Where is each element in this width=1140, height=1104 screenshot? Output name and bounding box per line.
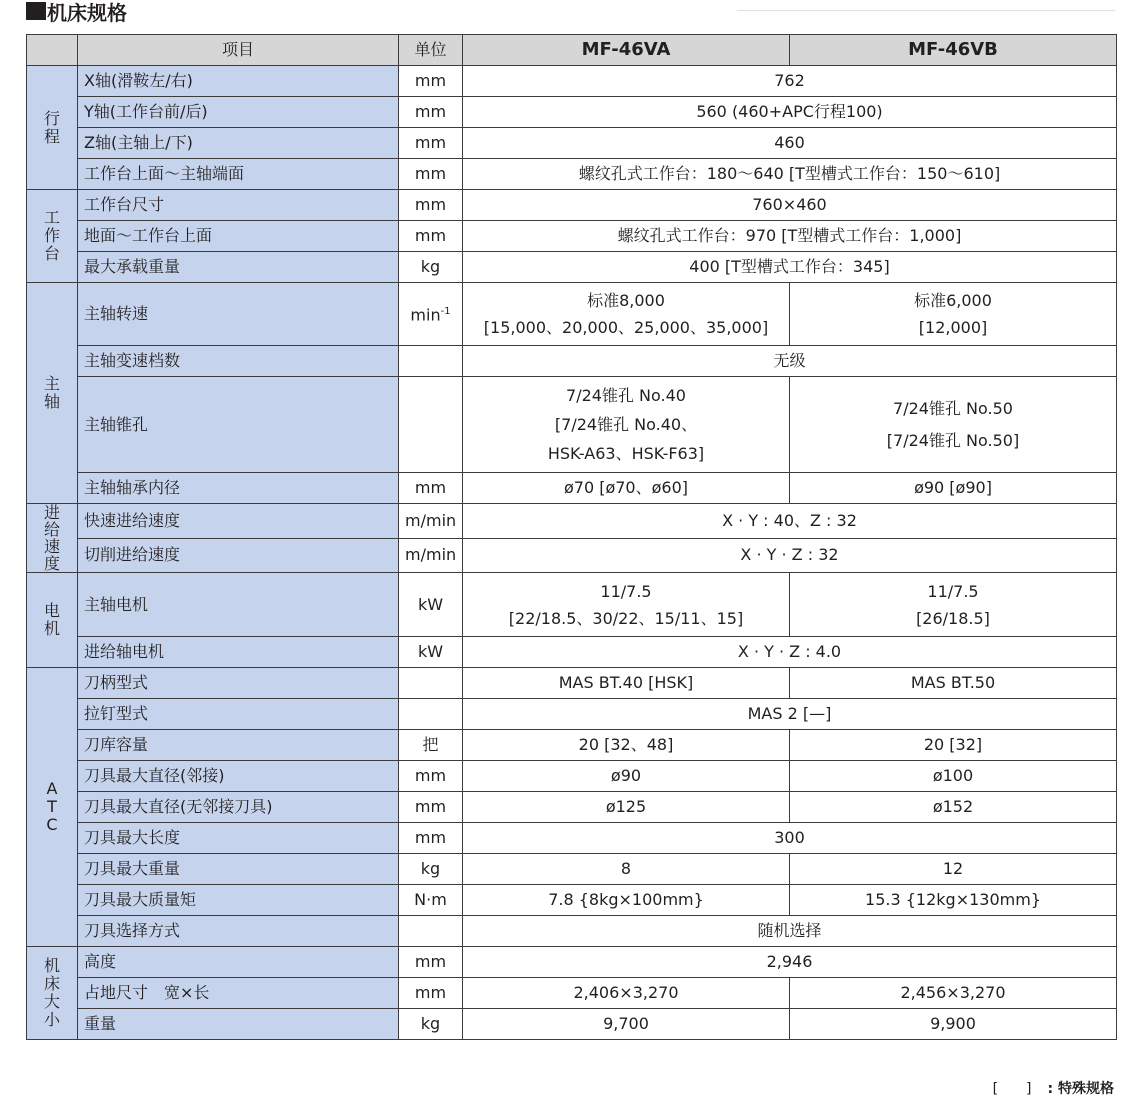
row-unit: [399, 346, 463, 377]
row-unit: mm: [399, 792, 463, 823]
row-label: 切削进给速度: [78, 538, 399, 573]
row-label: 高度: [78, 947, 399, 978]
row-unit: kg: [399, 252, 463, 283]
title-square-icon: [26, 2, 46, 20]
row-value-b: ø152: [790, 792, 1117, 823]
row-value-b: 9,900: [790, 1009, 1117, 1040]
row-label: 重量: [78, 1009, 399, 1040]
row-label: 刀具最大重量: [78, 854, 399, 885]
row-value-a: 9,700: [463, 1009, 790, 1040]
row-unit: [399, 283, 463, 346]
row-unit: mm: [399, 128, 463, 159]
header-blank: [27, 35, 78, 66]
group-size: 机床大小: [27, 947, 78, 1040]
value-line: 11/7.5: [600, 581, 652, 601]
row-value-b: 12: [790, 854, 1117, 885]
row-unit: kW: [399, 573, 463, 637]
group-table: 工作台: [27, 190, 78, 283]
table-row: [27, 538, 1117, 573]
table-row: [27, 473, 1117, 504]
row-unit: mm: [399, 978, 463, 1009]
footnote-bracket: [ ]: [992, 1081, 1032, 1097]
table-row: [27, 1009, 1117, 1040]
footnote-text: : 特殊规格: [1047, 1081, 1114, 1097]
row-label: Y轴(工作台前/后): [78, 97, 399, 128]
section-title: [26, 0, 127, 25]
footnote: [993, 1078, 1114, 1098]
row-label: 地面～工作台上面: [78, 221, 399, 252]
group-atc: ATC: [27, 668, 78, 947]
row-value-b: [790, 283, 1117, 346]
table-row: [27, 504, 1117, 539]
row-unit: 把: [399, 730, 463, 761]
row-unit: mm: [399, 190, 463, 221]
row-label: Z轴(主轴上/下): [78, 128, 399, 159]
table-row: [27, 792, 1117, 823]
value-line: [26/18.5]: [916, 608, 990, 628]
row-label: 工作台上面～主轴端面: [78, 159, 399, 190]
row-value-a: MAS BT.40 [HSK]: [463, 668, 790, 699]
row-value: 随机选择: [463, 916, 1117, 947]
row-value-b: ø90 [ø90]: [790, 473, 1117, 504]
row-value-b: ø100: [790, 761, 1117, 792]
row-value-b: MAS BT.50: [790, 668, 1117, 699]
row-unit: [399, 377, 463, 473]
row-value-a: ø125: [463, 792, 790, 823]
row-label: 刀具最大直径(无邻接刀具): [78, 792, 399, 823]
table-row: [27, 947, 1117, 978]
value-line: 标准6,000: [914, 291, 992, 310]
row-value: 560 (460+APC行程100): [463, 97, 1117, 128]
value-line: 标准8,000: [587, 291, 665, 310]
row-value-a: 20 [32、48]: [463, 730, 790, 761]
table-row: [27, 128, 1117, 159]
row-value-a: 2,406×3,270: [463, 978, 790, 1009]
row-label: 刀库容量: [78, 730, 399, 761]
value-line: [22/18.5、30/22、15/11、15]: [508, 608, 744, 628]
table-row: [27, 252, 1117, 283]
table-row: [27, 97, 1117, 128]
table-row: [27, 761, 1117, 792]
row-unit: [399, 916, 463, 947]
unit-base: min: [410, 305, 441, 325]
table-row: [27, 885, 1117, 916]
row-label: 主轴电机: [78, 573, 399, 637]
row-unit: kW: [399, 637, 463, 668]
row-unit: mm: [399, 761, 463, 792]
row-unit: mm: [399, 159, 463, 190]
unit-superscript: -1: [440, 306, 451, 318]
row-value: MAS 2 [—]: [463, 699, 1117, 730]
row-value-a: 8: [463, 854, 790, 885]
group-travel: 行程: [27, 66, 78, 190]
row-label: 刀具选择方式: [78, 916, 399, 947]
row-label: 刀具最大长度: [78, 823, 399, 854]
table-row: [27, 699, 1117, 730]
row-unit: m/min: [399, 538, 463, 573]
table-row: [27, 283, 1117, 346]
row-label: 工作台尺寸: [78, 190, 399, 221]
header-item: 项目: [78, 35, 399, 66]
table-row: [27, 221, 1117, 252]
header-model-a: MF-46VA: [463, 35, 790, 66]
row-unit: [399, 699, 463, 730]
row-label: 占地尺寸 宽×长: [78, 978, 399, 1009]
row-label: 刀具最大直径(邻接): [78, 761, 399, 792]
table-row: [27, 346, 1117, 377]
value-line: [12,000]: [918, 318, 988, 337]
row-unit: mm: [399, 66, 463, 97]
group-spindle: 主轴: [27, 283, 78, 504]
row-label: 刀具最大质量矩: [78, 885, 399, 916]
row-value-a: 7.8 {8kg×100mm}: [463, 885, 790, 916]
row-unit: mm: [399, 947, 463, 978]
table-row: [27, 823, 1117, 854]
row-value: 762: [463, 66, 1117, 97]
table-row: [27, 916, 1117, 947]
row-value: X · Y · Z : 4.0: [463, 637, 1117, 668]
row-unit: mm: [399, 97, 463, 128]
header-unit: 单位: [399, 35, 463, 66]
value-line: 7/24锥孔 No.40: [566, 386, 686, 405]
table-row: [27, 668, 1117, 699]
header-model-b: MF-46VB: [790, 35, 1117, 66]
row-value-a: [463, 283, 790, 346]
row-value-b: 20 [32]: [790, 730, 1117, 761]
value-line: 11/7.5: [927, 581, 979, 601]
row-value-b: 2,456×3,270: [790, 978, 1117, 1009]
title-divider: [737, 10, 1115, 11]
row-value-a: ø90: [463, 761, 790, 792]
value-line: [7/24锥孔 No.40、: [554, 415, 698, 434]
row-label: X轴(滑鞍左/右): [78, 66, 399, 97]
row-label: 主轴轴承内径: [78, 473, 399, 504]
row-label: 主轴转速: [78, 283, 399, 346]
value-line: [15,000、20,000、25,000、35,000]: [483, 318, 769, 337]
row-unit: mm: [399, 221, 463, 252]
table-row: [27, 978, 1117, 1009]
table-row: [27, 573, 1117, 637]
row-value: 400 [T型槽式工作台：345]: [463, 252, 1117, 283]
row-label: 主轴锥孔: [78, 377, 399, 473]
row-label: 主轴变速档数: [78, 346, 399, 377]
table-row: [27, 159, 1117, 190]
spec-table: [26, 34, 1117, 1040]
row-label: 刀柄型式: [78, 668, 399, 699]
value-line: [7/24锥孔 No.50]: [886, 430, 1020, 450]
row-unit: kg: [399, 1009, 463, 1040]
row-value: X · Y · Z : 32: [463, 538, 1117, 573]
row-value: 无级: [463, 346, 1117, 377]
row-value-b: 15.3 {12kg×130mm}: [790, 885, 1117, 916]
row-value: 2,946: [463, 947, 1117, 978]
table-row: [27, 854, 1117, 885]
row-label: 最大承载重量: [78, 252, 399, 283]
table-row: [27, 377, 1117, 473]
value-line: HSK-A63、HSK-F63]: [547, 444, 705, 463]
row-unit: mm: [399, 823, 463, 854]
row-value: 螺纹孔式工作台：970 [T型槽式工作台：1,000]: [463, 221, 1117, 252]
row-unit: m/min: [399, 504, 463, 539]
row-unit: [399, 668, 463, 699]
table-row: [27, 730, 1117, 761]
row-label: 拉钉型式: [78, 699, 399, 730]
row-unit: N·m: [399, 885, 463, 916]
row-value-a: [463, 377, 790, 473]
table-row: [27, 66, 1117, 97]
row-value-b: [790, 573, 1117, 637]
row-value: 460: [463, 128, 1117, 159]
row-value: 螺纹孔式工作台：180～640 [T型槽式工作台：150～610]: [463, 159, 1117, 190]
group-motor: 电机: [27, 573, 78, 668]
group-feed: 进给速度: [27, 504, 78, 573]
value-line: 7/24锥孔 No.50: [893, 398, 1013, 418]
row-value-a: ø70 [ø70、ø60]: [463, 473, 790, 504]
table-header-row: [27, 35, 1117, 66]
row-value: 300: [463, 823, 1117, 854]
row-label: 进给轴电机: [78, 637, 399, 668]
table-row: [27, 190, 1117, 221]
row-value-b: [790, 377, 1117, 473]
row-value: X · Y : 40、Z : 32: [463, 504, 1117, 539]
row-value-a: [463, 573, 790, 637]
row-label: 快速进给速度: [78, 504, 399, 539]
row-value: 760×460: [463, 190, 1117, 221]
section-title-text: 机床规格: [47, 0, 127, 25]
row-unit: mm: [399, 473, 463, 504]
table-row: [27, 637, 1117, 668]
row-unit: kg: [399, 854, 463, 885]
